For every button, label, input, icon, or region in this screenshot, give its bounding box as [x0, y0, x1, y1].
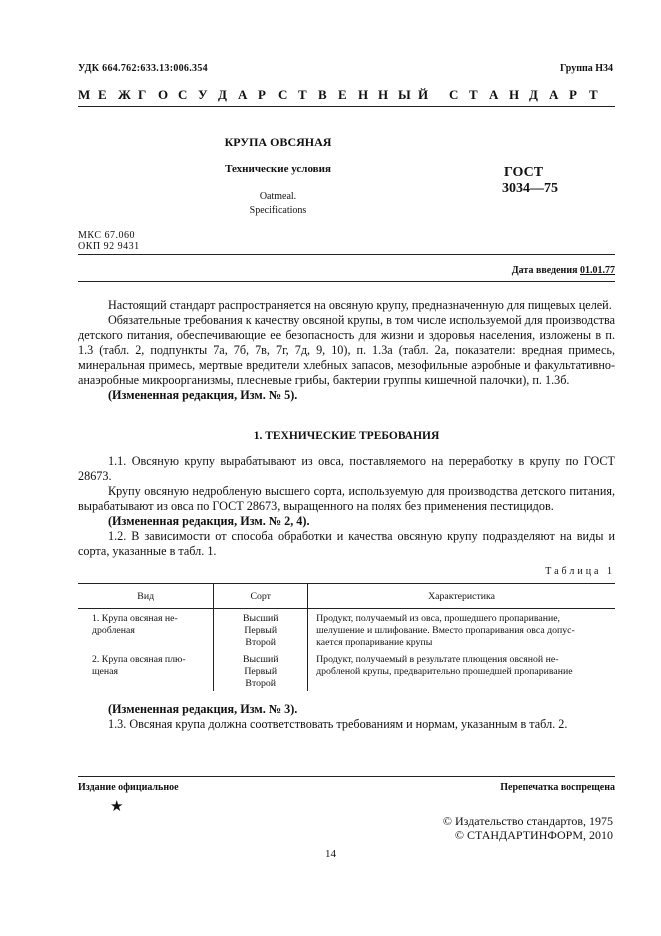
gost-number: 3034—75: [502, 181, 558, 196]
table-header-grade: Сорт: [214, 584, 308, 609]
section-heading: 1. ТЕХНИЧЕСКИЕ ТРЕБОВАНИЯ: [253, 430, 440, 442]
heading-letter: А: [549, 87, 559, 102]
heading-letter: Р: [258, 87, 266, 102]
grade-item: Первый: [244, 625, 278, 636]
heading-letter: У: [198, 87, 208, 102]
table-edit-note: (Измененная редакция, Изм. № 3).: [108, 702, 298, 716]
heading-letter: С: [449, 87, 459, 102]
heading-letter: М: [78, 87, 91, 102]
udk-code: УДК 664.762:633.13:006.354: [78, 63, 208, 74]
page-number: 14: [325, 848, 336, 860]
codes-rule: [78, 254, 615, 255]
after-table-text: [78, 702, 615, 732]
table-cell-grade: [214, 609, 308, 651]
clause-1-1-b: Крупу овсяную недробленую высшего сорта, используемую для производства детского питания, вырабатывают из овса по ГОСТ 28673, выращенного на полях без применения пестицидов.: [78, 484, 615, 513]
table-1: [78, 583, 615, 691]
heading-letter: Н: [358, 87, 369, 102]
kind-line: 2. Крупа овсяная плю-: [92, 654, 186, 665]
heading-letter: А: [489, 87, 499, 102]
heading-letter: Н: [378, 87, 389, 102]
heading-letter: А: [238, 87, 248, 102]
paragraph-scope: Настоящий стандарт распространяется на овсяную крупу, предназначенную для пищевых целей.: [108, 298, 612, 312]
kind-line: 1. Крупа овсяная не-: [92, 613, 178, 624]
table-row: [78, 609, 615, 651]
heading-letter: С: [178, 87, 188, 102]
heading-letter: С: [278, 87, 288, 102]
section1-text: [78, 454, 615, 559]
reprint-prohibited: Перепечатка воспрещена: [500, 782, 615, 793]
intro-date-label: Дата введения: [511, 265, 578, 276]
okp-code: ОКП 92 9431: [78, 241, 140, 252]
desc-line: кается пропаривание крупы: [316, 637, 433, 648]
table-caption: Таблица 1: [545, 566, 615, 577]
kind-line: щеная: [92, 666, 118, 677]
footer-rule: [78, 776, 615, 777]
heading-letter: Г: [138, 87, 147, 102]
table-header-characteristic: Характеристика: [308, 584, 615, 609]
english-subtitle: Specifications: [249, 205, 307, 216]
heading-letter: Н: [509, 87, 520, 102]
official-edition: Издание официальное: [78, 782, 179, 793]
desc-line: шелушение и шлифование. Вместо пропаривания овса допус-: [316, 625, 575, 636]
intro-date-value: 01.01.77: [580, 265, 615, 276]
paragraph-mandatory-requirements: Обязательные требования к качеству овсяной крупы, в том числе используемой для производства детского питания, обеспечивающие ее безопасность для жизни и здоровья населения, изложены в п. 1.3 (табл. 2, подпункты 7а, 7б, 7в, 7г, 7д, 9, 10), п. 1.3а (табл. 2а, показатели: вредная примесь, минеральная примесь, мертвые вредители хлебных запасов, мезофильные аэробные и факультативно-анаэробные микроорганизмы, плесневые грибы, бактерии группы кишечной палочки), п. 1.3б.: [78, 313, 615, 387]
table-cell-kind: [78, 650, 214, 691]
interstate-standard-heading: [78, 87, 618, 103]
heading-letter: Д: [529, 87, 538, 102]
introduction-date: [512, 265, 615, 276]
intro-text: [78, 298, 615, 403]
heading-letter: Р: [569, 87, 577, 102]
header-rule: [78, 106, 615, 107]
desc-line: дробленой крупы, предварительно прошедшей пропаривание: [316, 666, 573, 677]
table-header-kind: Вид: [78, 584, 214, 609]
grade-item: Первый: [244, 666, 278, 677]
clause-1-1: 1.1. Овсяную крупу вырабатывают из овса, поставляемого на переработку в крупу по ГОСТ 28673.: [78, 454, 615, 483]
heading-letter: О: [158, 87, 169, 102]
table-cell-grade: [214, 650, 308, 691]
gost-label: ГОСТ: [504, 165, 544, 180]
table-cell-characteristic: [308, 609, 615, 651]
desc-line: Продукт, получаемый в результате плющения овсяной не-: [316, 654, 559, 665]
date-rule: [78, 281, 615, 282]
group-code: Группа Н34: [560, 63, 613, 74]
heading-letter: Т: [469, 87, 478, 102]
grade-item: Высший: [242, 613, 279, 624]
heading-letter: Т: [298, 87, 307, 102]
kind-line: дробленая: [92, 625, 135, 636]
heading-letter: Д: [218, 87, 227, 102]
grade-item: Второй: [245, 678, 277, 689]
document-subtitle: Технические условия: [225, 163, 331, 175]
table-row: [78, 650, 615, 691]
grade-item: Высший: [242, 654, 279, 665]
heading-letter: Ж: [118, 87, 131, 102]
heading-letter: Ы: [398, 87, 411, 102]
table-cell-characteristic: [308, 650, 615, 691]
mks-code: МКС 67.060: [78, 230, 135, 241]
heading-letter: Т: [589, 87, 598, 102]
document-title: КРУПА ОВСЯНАЯ: [224, 135, 332, 149]
clause-1-2: 1.2. В зависимости от способа обработки и качества овсяную крупу подразделяют на виды и сорта, указанные в табл. 1.: [78, 529, 615, 558]
paragraph-edit-note: (Измененная редакция, Изм. № 5).: [108, 388, 298, 402]
copyright-1975: © Издательство стандартов, 1975: [442, 814, 613, 828]
heading-letter: Е: [338, 87, 347, 102]
star-icon: ★: [110, 799, 124, 815]
heading-letter: Е: [98, 87, 107, 102]
english-title: Oatmeal.: [259, 191, 297, 202]
desc-line: Продукт, получаемый из овса, прошедшего пропаривание,: [316, 613, 560, 624]
clause-1-3: 1.3. Овсяная крупа должна соответствовать требованиям и нормам, указанным в табл. 2.: [108, 717, 568, 731]
clause-1-1-edit-note: (Измененная редакция, Изм. № 2, 4).: [108, 514, 310, 528]
heading-letter: В: [318, 87, 327, 102]
heading-letter: Й: [418, 87, 429, 102]
copyright-2010: © СТАНДАРТИНФОРМ, 2010: [454, 828, 613, 842]
grade-item: Второй: [245, 637, 277, 648]
table-cell-kind: [78, 609, 214, 651]
